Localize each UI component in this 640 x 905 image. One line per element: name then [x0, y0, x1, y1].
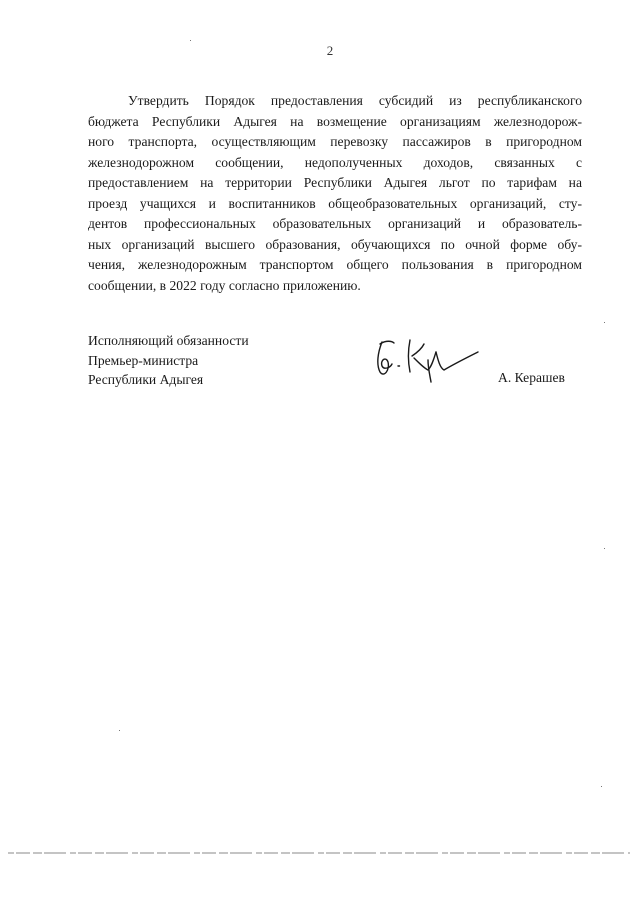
page-number: 2: [326, 43, 334, 58]
body-paragraph: [88, 91, 582, 296]
paragraph-line: проезд учащихся и воспитанников общеобразовательных организаций, сту-: [88, 195, 582, 211]
signatory-name: А. Керашев: [498, 370, 565, 385]
paragraph-line: ных организаций высшего образования, обучающихся по очной форме обу-: [88, 236, 582, 252]
signatory-title: [88, 331, 249, 390]
paragraph-line: железнодорожном сообщении, недополученных доходов, связанных с: [88, 154, 582, 170]
paragraph-line: Утвердить Порядок предоставления субсидий из республиканского: [128, 93, 582, 108]
signatory-title-line: Премьер-министра: [88, 352, 199, 368]
paragraph-line: ного транспорта, осуществляющим перевозку пассажиров в пригородном: [88, 134, 582, 149]
scan-speck: [604, 548, 605, 549]
paragraph-line: сообщении, в 2022 году согласно приложению.: [88, 277, 361, 293]
handwritten-signature: [368, 330, 483, 385]
paragraph-line: бюджета Республики Адыгея на возмещение организациям железнодорож-: [88, 113, 582, 129]
paragraph-line: дентов профессиональных образовательных организаций и образователь-: [88, 216, 582, 231]
scan-speck: [190, 40, 191, 41]
scan-speck: [601, 786, 602, 787]
signatory-title-line: Республики Адыгея: [88, 372, 204, 387]
signatory-title-line: Исполняющий обязанности: [88, 333, 249, 348]
paragraph-line: чения, железнодорожным транспортом общего пользования в пригородном: [88, 257, 582, 272]
paragraph-line: предоставлением на территории Республики Адыгея льгот по тарифам на: [88, 175, 582, 190]
scan-speck: [119, 730, 120, 731]
scan-speck: [604, 322, 605, 323]
scan-artifact-line: [8, 852, 630, 854]
